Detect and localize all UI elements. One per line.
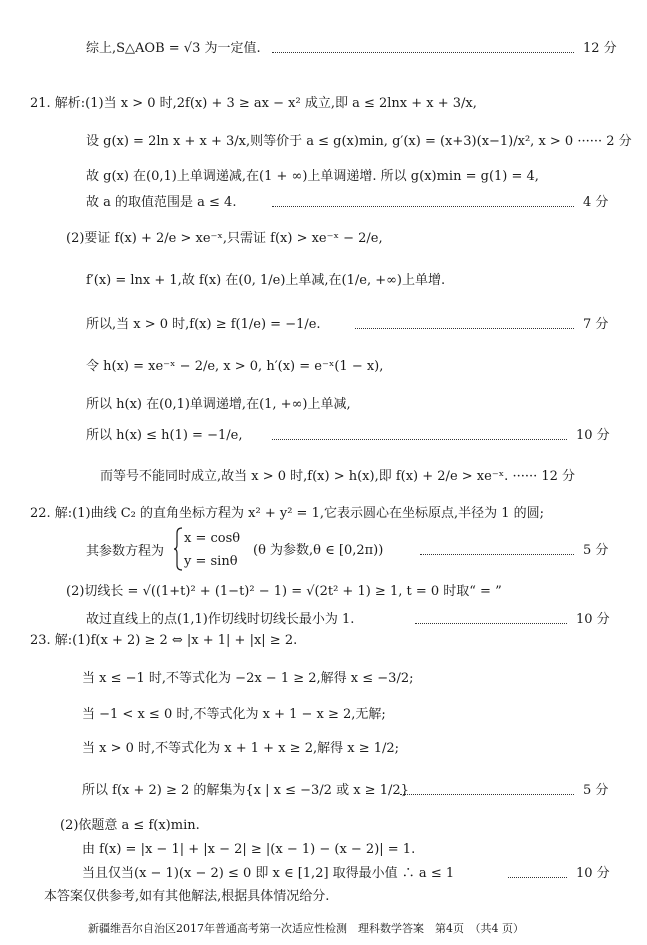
q23-line-8: 当且仅当(x − 1)(x − 2) ≤ 0 即 x ∈ [1,2] 取得最小值 ∴ a ≤ 1 (82, 866, 455, 881)
q21-line-6: f′(x) = lnx + 1,故 f(x) 在(0, 1/e)上单减,在(1/e, +∞)上单增. (86, 273, 446, 288)
q23-line-1: 23. 解:(1)f(x + 2) ≥ 2 ⇔ |x + 1| + |x| ≥ 2. (30, 633, 298, 648)
q21-line-3: 故 g(x) 在(0,1)上单调递减,在(1 + ∞)上单调递增. 所以 g(x)min = g(1) = 4, (86, 169, 539, 184)
q23-line-4: 当 x > 0 时,不等式化为 x + 1 + x ≥ 2,解得 x ≥ 1/2; (82, 741, 400, 756)
score: 12 分 (583, 41, 617, 56)
note: 本答案仅供参考,如有其他解法,根据具体情况给分. (44, 889, 330, 904)
leader-dots (355, 328, 574, 329)
leader-dots (400, 794, 574, 795)
score: 7 分 (583, 317, 609, 332)
q21-line-5: (2)要证 f(x) + 2/e > xe⁻ˣ,只需证 f(x) > xe⁻ˣ − 2/e, (66, 231, 383, 246)
q23-line-5: 所以 f(x + 2) ≥ 2 的解集为{x | x ≤ −3/2 或 x ≥ 1/2} (82, 783, 409, 798)
param-x: x = cosθ (184, 531, 241, 546)
q23-line-3: 当 −1 < x ≤ 0 时,不等式化为 x + 1 − x ≥ 2,无解; (82, 707, 386, 722)
top-line: 综上,S△AOB = √3 为一定值. (86, 41, 261, 56)
q21-line-8: 令 h(x) = xe⁻ˣ − 2/e, x > 0, h′(x) = e⁻ˣ(1 − x), (86, 359, 384, 374)
q21-line-7: 所以,当 x > 0 时,f(x) ≥ f(1/e) = −1/e. (86, 317, 321, 332)
q22-line-1: 22. 解:(1)曲线 C₂ 的直角坐标方程为 x² + y² = 1,它表示圆心在坐标原点,半径为 1 的圆; (30, 506, 545, 521)
score: 10 分 (576, 612, 610, 627)
q23-line-6: (2)依题意 a ≤ f(x)min. (60, 818, 200, 833)
score: 10 分 (576, 428, 610, 443)
q22-line-2: 其参数方程为 (86, 544, 165, 559)
q21-line-1: 21. 解析:(1)当 x > 0 时,2f(x) + 3 ≥ ax − x² 成立,即 a ≤ 2lnx + x + 3/x, (30, 96, 477, 111)
leader-dots (415, 623, 567, 624)
q21-line-2: 设 g(x) = 2ln x + x + 3/x,则等价于 a ≤ g(x)min, g′(x) = (x+3)(x−1)/x², x > 0 ······ 2 分 (86, 134, 632, 149)
q23-line-2: 当 x ≤ −1 时,不等式化为 −2x − 1 ≥ 2,解得 x ≤ −3/2; (82, 671, 414, 686)
leader-dots (272, 52, 574, 53)
q23-line-7: 由 f(x) = |x − 1| + |x − 2| ≥ |(x − 1) − (x − 2)| = 1. (82, 842, 416, 857)
score: 10 分 (576, 866, 610, 881)
q21-line-10: 所以 h(x) ≤ h(1) = −1/e, (86, 428, 243, 443)
leader-dots (272, 206, 574, 207)
param-y: y = sinθ (184, 554, 238, 569)
score: 5 分 (583, 543, 609, 558)
score: 5 分 (583, 783, 609, 798)
q22-line-4: 故过直线上的点(1,1)作切线时切线长最小为 1. (86, 612, 355, 627)
q21-line-9: 所以 h(x) 在(0,1)单调递增,在(1, +∞)上单减, (86, 397, 351, 412)
param-note: (θ 为参数,θ ∈ [0,2π)) (253, 543, 384, 558)
left-brace-icon (173, 527, 183, 571)
leader-dots (420, 554, 574, 555)
q21-line-11: 而等号不能同时成立,故当 x > 0 时,f(x) > h(x),即 f(x) + 2/e > xe⁻ˣ. ······ 12 分 (100, 469, 576, 484)
leader-dots (508, 877, 567, 878)
score: 4 分 (583, 195, 609, 210)
q21-line-4: 故 a 的取值范围是 a ≤ 4. (86, 195, 237, 210)
q22-line-3: (2)切线长 = √((1+t)² + (1−t)² − 1) = √(2t² + 1) ≥ 1, t = 0 时取“ = ” (66, 584, 502, 599)
page-footer: 新疆维吾尔自治区2017年普通高考第一次适应性检测 理科数学答案 第4页 （共4 页） (88, 922, 524, 935)
leader-dots (272, 439, 567, 440)
